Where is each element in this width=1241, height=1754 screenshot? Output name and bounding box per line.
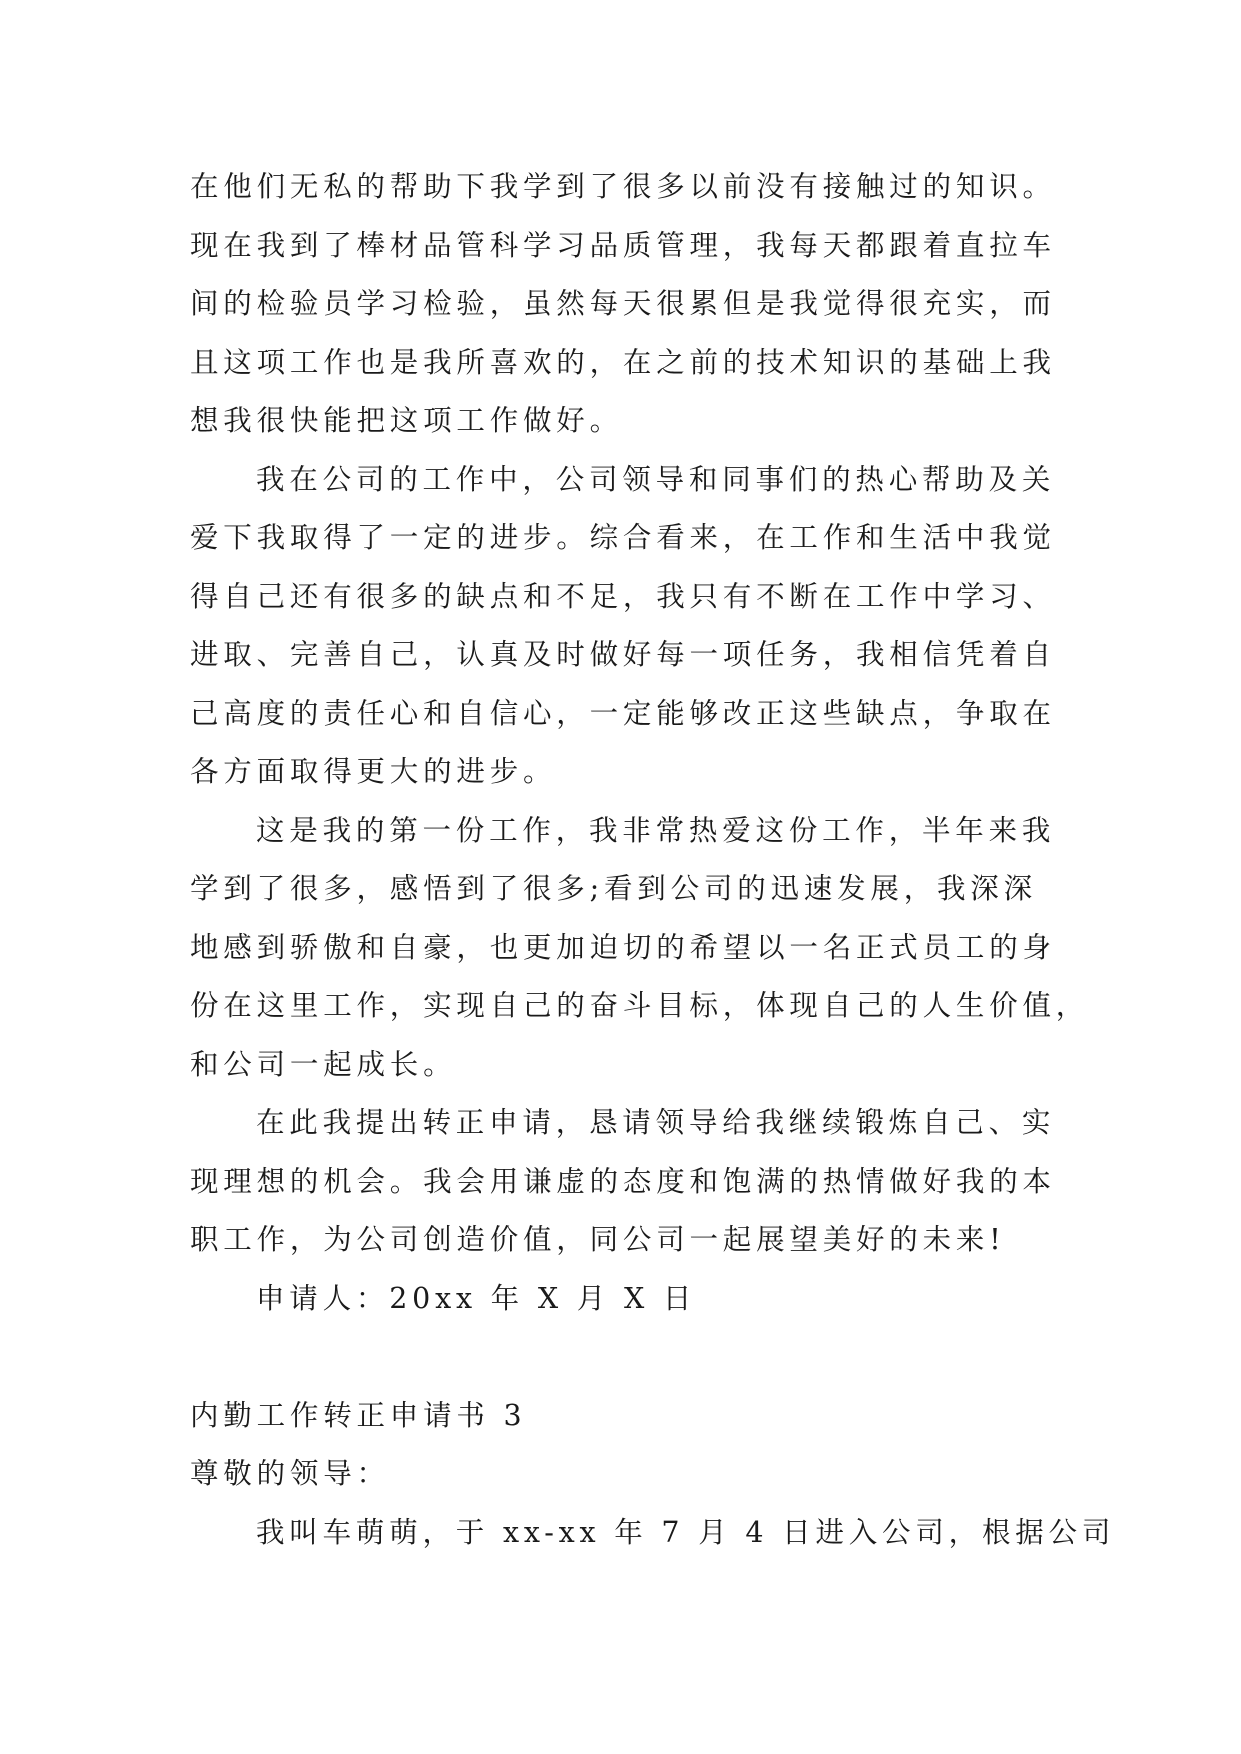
paragraph <box>190 451 1060 802</box>
text-line: 学到了很多，感悟到了很多;看到公司的迅速发展，我深深 <box>190 872 1037 905</box>
text-line: 这是我的第一份工作，我非常热爱这份工作，半年来我 <box>256 813 1056 847</box>
paragraph <box>190 1504 1116 1563</box>
paragraph <box>190 1094 1060 1270</box>
text-line: 各方面取得更大的进步。 <box>190 755 557 788</box>
text-line: 进取、完善自己，认真及时做好每一项任务，我相信凭着自 <box>190 638 1056 671</box>
signature-line: 申请人：20xx 年 X 月 X 日 <box>256 1281 697 1315</box>
text-line: 地感到骄傲和自豪，也更加迫切的希望以一名正式员工的身 <box>190 930 1056 964</box>
text-line: 己高度的责任心和自信心，一定能够改正这些缺点，争取在 <box>190 696 1056 730</box>
text-line: 现在我到了棒材品管科学习品质管理，我每天都跟着直拉车 <box>190 228 1056 262</box>
text-line: 爱下我取得了一定的进步。综合看来，在工作和生活中我觉 <box>190 521 1056 554</box>
paragraph <box>190 802 1090 1095</box>
text-line: 职工作，为公司创造价值，同公司一起展望美好的未来! <box>190 1223 1006 1256</box>
text-line: 在此我提出转正申请，恳请领导给我继续锻炼自己、实 <box>256 1106 1056 1139</box>
text-line: 且这项工作也是我所喜欢的，在之前的技术知识的基础上我 <box>190 345 1056 379</box>
salutation: 尊敬的领导： <box>190 1457 390 1490</box>
text-line: 在他们无私的帮助下我学到了很多以前没有接触过的知识。 <box>190 170 1056 203</box>
text-line: 份在这里工作，实现自己的奋斗目标，体现自己的人生价值， <box>190 989 1090 1022</box>
blank-line <box>190 1328 1060 1387</box>
text-line: 我在公司的工作中，公司领导和同事们的热心帮助及关 <box>256 462 1056 496</box>
text-line: 间的检验员学习检验，虽然每天很累但是我觉得很充实，而 <box>190 287 1056 320</box>
text-line: 想我很快能把这项工作做好。 <box>190 404 623 437</box>
text-line: 我叫车萌萌，于 xx-xx 年 7 月 4 日进入公司，根据公司 <box>256 1515 1116 1549</box>
section-title: 内勤工作转正申请书 3 <box>190 1398 527 1432</box>
document-body <box>190 158 1116 1562</box>
text-line: 和公司一起成长。 <box>190 1047 457 1081</box>
paragraph <box>190 158 1060 451</box>
text-line: 现理想的机会。我会用谦虚的态度和饱满的热情做好我的本 <box>190 1164 1056 1198</box>
text-line: 得自己还有很多的缺点和不足，我只有不断在工作中学习、 <box>190 579 1056 613</box>
